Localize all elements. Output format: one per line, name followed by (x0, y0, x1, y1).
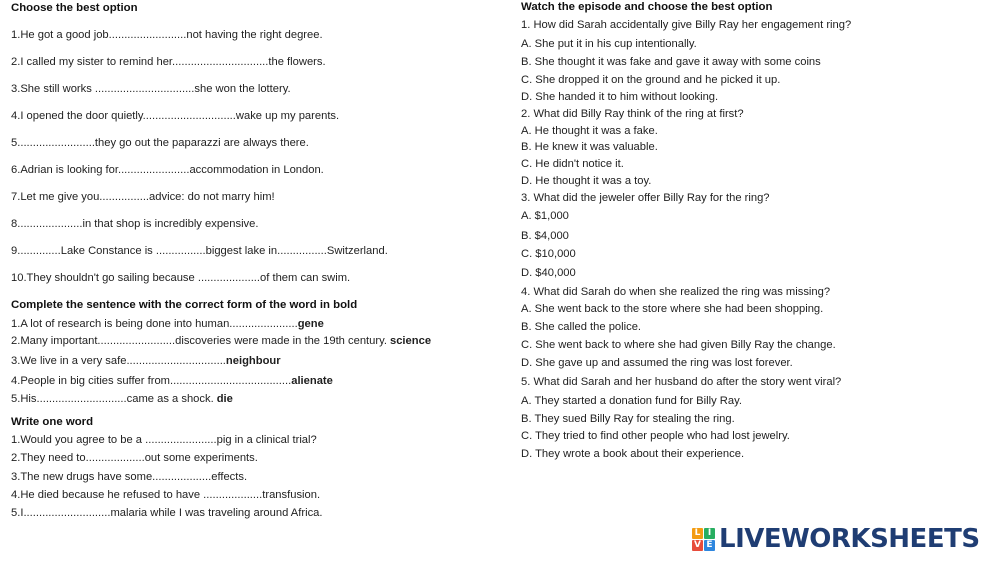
liveworksheets-logo (692, 522, 980, 556)
answer-option: D. They wrote a book about their experience. (521, 448, 745, 460)
answer-option: B. She thought it was fake and gave it away with some coins (521, 56, 821, 68)
exercise-item: 4.I opened the door quietly..............................wake up my parents. (11, 110, 340, 122)
one-word-item: 1.Would you agree to be a .......................pig in a clinical trial? (11, 434, 317, 446)
item-text: 3.We live in a very safe................................ (11, 355, 226, 367)
section-heading-watch-episode: Watch the episode and choose the best option (521, 1, 773, 13)
bold-word: alienate (291, 375, 333, 387)
logo-badge-letter: E (704, 540, 715, 551)
question: 5. What did Sarah and her husband do after the story went viral? (521, 376, 842, 388)
item-text: 4.People in big cities suffer from....................................... (11, 375, 292, 387)
exercise-item: 7.Let me give you................advice: do not marry him! (11, 191, 275, 203)
word-form-item (11, 374, 333, 388)
answer-option: B. $4,000 (521, 230, 569, 242)
word-form-item (11, 317, 324, 331)
question: 1. How did Sarah accidentally give Billy Ray her engagement ring? (521, 19, 852, 31)
word-form-item (11, 334, 431, 348)
exercise-item: 9..............Lake Constance is ................biggest lake in................Switzerland. (11, 245, 388, 257)
bold-word: die (216, 393, 233, 405)
section-heading-word-form: Complete the sentence with the correct form of the word in bold (11, 299, 358, 311)
section-heading-choose-best-option: Choose the best option (11, 2, 138, 14)
answer-option: D. She handed it to him without looking. (521, 91, 719, 103)
bold-word: science (389, 335, 432, 347)
answer-option: A. She put it in his cup intentionally. (521, 38, 697, 50)
bold-word: gene (297, 318, 324, 330)
answer-option: A. He thought it was a fake. (521, 125, 658, 137)
answer-option: C. He didn't notice it. (521, 158, 624, 170)
logo-badge-letter: V (692, 540, 703, 551)
bold-word: neighbour (225, 355, 281, 367)
answer-option: A. They started a donation fund for Billy Ray. (521, 395, 742, 407)
item-text: 5.His.............................came as a shock. (11, 393, 214, 405)
section-heading-write-one-word: Write one word (11, 416, 94, 428)
exercise-item: 5.........................they go out the paparazzi are always there. (11, 137, 309, 149)
answer-option: A. She went back to the store where she had been shopping. (521, 303, 824, 315)
answer-option: C. She dropped it on the ground and he picked it up. (521, 74, 781, 86)
one-word-item: 5.I............................malaria while I was traveling around Africa. (11, 507, 323, 519)
logo-badge-letter: L (692, 528, 703, 539)
one-word-item: 2.They need to...................out some experiments. (11, 452, 258, 464)
exercise-item: 8.....................in that shop is incredibly expensive. (11, 218, 259, 230)
answer-option: D. She gave up and assumed the ring was lost forever. (521, 357, 793, 369)
one-word-item: 4.He died because he refused to have ...................transfusion. (11, 489, 321, 501)
logo-text: LIVEWORKSHEETS (719, 524, 980, 554)
answer-option: B. He knew it was valuable. (521, 141, 658, 153)
answer-option: B. She called the police. (521, 321, 642, 333)
one-word-item: 3.The new drugs have some...................effects. (11, 471, 248, 483)
answer-option: C. They tried to find other people who had lost jewelry. (521, 430, 790, 442)
question: 3. What did the jeweler offer Billy Ray for the ring? (521, 192, 770, 204)
exercise-item: 10.They shouldn't go sailing because ....................of them can swim. (11, 272, 351, 284)
exercise-item: 6.Adrian is looking for.......................accommodation in London. (11, 164, 324, 176)
item-text: 2.Many important.........................discoveries were made in the 19th century. (11, 335, 387, 347)
answer-option: D. $40,000 (521, 267, 576, 279)
exercise-item: 1.He got a good job.........................not having the right degree. (11, 29, 323, 41)
answer-option: D. He thought it was a toy. (521, 175, 652, 187)
answer-option: A. $1,000 (521, 210, 569, 222)
word-form-item (11, 392, 233, 406)
exercise-item: 3.She still works ................................she won the lottery. (11, 83, 291, 95)
answer-option: C. $10,000 (521, 248, 576, 260)
logo-badge-icon (692, 528, 715, 551)
answer-option: B. They sued Billy Ray for stealing the ring. (521, 413, 735, 425)
logo-badge-letter: I (704, 528, 715, 539)
item-text: 1.A lot of research is being done into human...................... (11, 318, 298, 330)
exercise-item: 2.I called my sister to remind her...............................the flowers. (11, 56, 326, 68)
answer-option: C. She went back to where she had given Billy Ray the change. (521, 339, 836, 351)
question: 2. What did Billy Ray think of the ring at first? (521, 108, 744, 120)
word-form-item (11, 354, 281, 368)
question: 4. What did Sarah do when she realized the ring was missing? (521, 286, 831, 298)
